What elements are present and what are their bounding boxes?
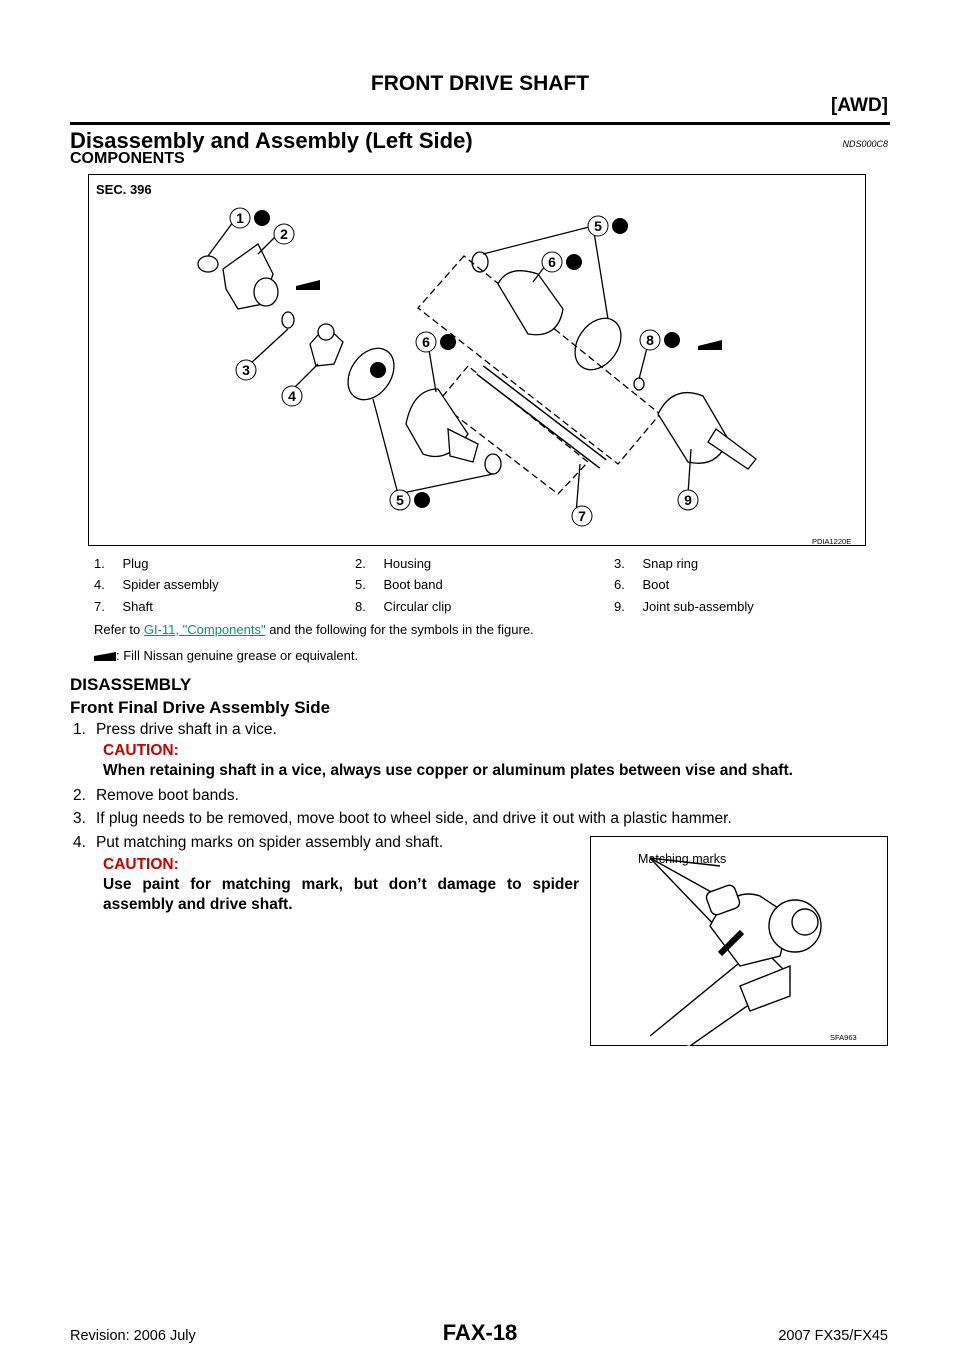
step-1: 1. Press drive shaft in a vice.: [73, 721, 277, 738]
page-header-section: [AWD]: [831, 95, 888, 116]
boot-band-left-shape: [339, 340, 404, 409]
legend-2: 2. Housing: [355, 556, 432, 571]
components-heading: COMPONENTS: [70, 150, 185, 167]
legend-9: 9. Joint sub-assembly: [614, 599, 754, 614]
callout-5-upper: [588, 216, 608, 236]
legend-3: 3. Snap ring: [614, 556, 699, 571]
step-4: 4. Put matching marks on spider assembly and shaft.: [73, 834, 444, 851]
disassembly-heading: DISASSEMBLY: [70, 675, 192, 694]
legend-4: 4. Spider assembly: [94, 577, 219, 592]
legend-8: 8. Circular clip: [355, 599, 452, 614]
svg-text:3: 3: [242, 362, 250, 378]
plug-shape: [198, 256, 218, 272]
exploded-view-diagram: [88, 174, 866, 546]
callout-9: [678, 490, 698, 510]
section-code: NDS000C8: [842, 139, 888, 149]
callout-6-lower: [416, 332, 436, 352]
figure2-id: SFA963: [830, 1033, 857, 1042]
gi-11-components-link[interactable]: GI-11, "Components": [143, 622, 266, 637]
svg-text:6: 6: [548, 254, 556, 270]
matching-marks-label: Matching marks: [638, 852, 727, 866]
callout-7: [572, 506, 592, 526]
svg-text:6: 6: [422, 334, 430, 350]
figure-id: PDIA1220E: [812, 537, 852, 546]
svg-text:4: 4: [288, 388, 296, 404]
grease-icon: [94, 652, 116, 662]
snap-ring-shape: [282, 312, 294, 328]
section-heading: Disassembly and Assembly (Left Side): [70, 128, 473, 153]
footer-model: 2007 FX35/FX45: [778, 1328, 888, 1344]
boot-upper-shape: [498, 271, 563, 335]
svg-text:7: 7: [578, 508, 586, 524]
legend-1: 1. Plug: [94, 556, 149, 571]
page-header-title: FRONT DRIVE SHAFT: [370, 72, 590, 95]
grease-note: : Fill Nissan genuine grease or equivalent.: [94, 648, 358, 663]
footer-revision: Revision: 2006 July: [70, 1328, 196, 1344]
caution-text-2-line1: Use paint for matching mark, but don’t damage to spider: [103, 876, 579, 893]
disassembly-subheading: Front Final Drive Assembly Side: [70, 698, 331, 717]
callout-5-lower: [390, 490, 410, 510]
matching-marks-diagram: [590, 836, 888, 1046]
legend-5: 5. Boot band: [355, 577, 443, 592]
callout-4: [282, 386, 302, 406]
svg-text:8: 8: [646, 332, 654, 348]
legend-6: 6. Boot: [614, 577, 670, 592]
callout-6-upper: [542, 252, 562, 272]
caution-label-2: CAUTION:: [103, 856, 179, 873]
svg-text:9: 9: [684, 492, 692, 508]
callout-3: [236, 360, 256, 380]
footer-page-number: FAX-18: [442, 1320, 518, 1345]
figure-sec-label: SEC. 396: [96, 182, 152, 197]
refer-note: Refer to GI-11, "Components" and the following for the symbols in the figure.: [94, 622, 534, 637]
caution-text-2-line2: assembly and drive shaft.: [103, 896, 293, 913]
step-2: 2. Remove boot bands.: [73, 787, 239, 804]
svg-text:5: 5: [594, 218, 602, 234]
step-3: 3. If plug needs to be removed, move boot to wheel side, and drive it out with a plastic hammer.: [73, 810, 732, 827]
svg-text:5: 5: [396, 492, 404, 508]
legend-7: 7. Shaft: [94, 599, 153, 614]
boot-band-upper-shape: [566, 310, 631, 379]
svg-text:2: 2: [280, 226, 288, 242]
joint-shape: [658, 393, 728, 464]
svg-text:1: 1: [236, 210, 244, 226]
caution-text-1: When retaining shaft in a vice, always use copper or aluminum plates between vise and shaft.: [103, 762, 793, 779]
header-rule: [70, 122, 890, 125]
callout-2: [274, 224, 294, 244]
small-band-shape: [485, 454, 501, 474]
callout-1: [230, 208, 250, 228]
circular-clip-shape: [634, 378, 644, 390]
caution-label-1: CAUTION:: [103, 742, 179, 759]
callout-8: [640, 330, 660, 350]
